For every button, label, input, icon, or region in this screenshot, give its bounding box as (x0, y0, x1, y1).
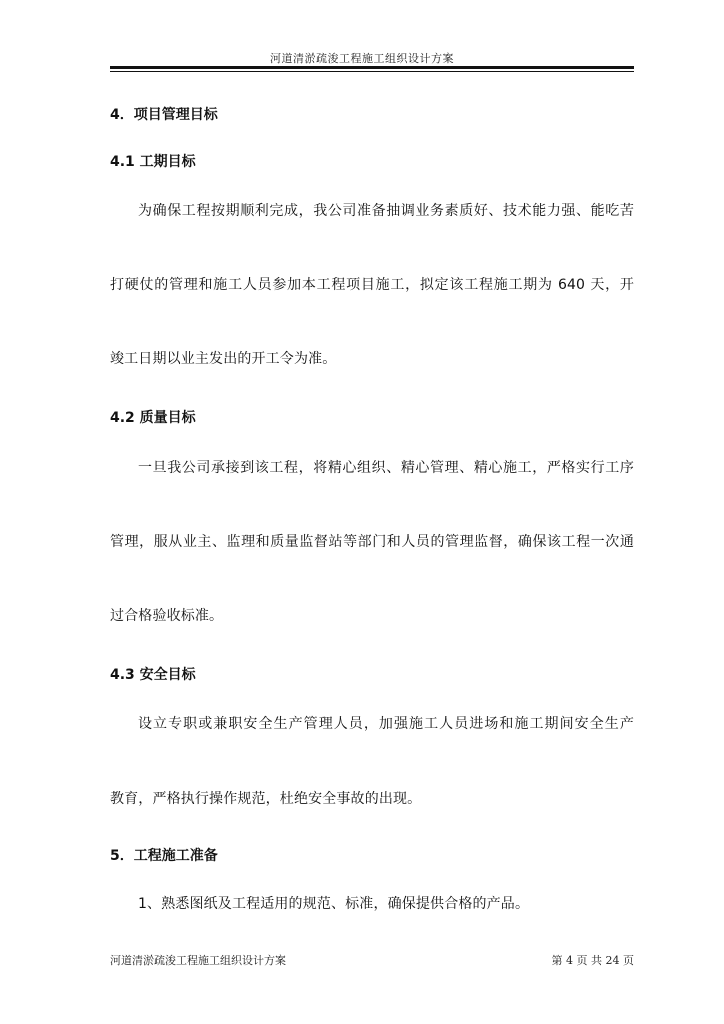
page-number: 第 4 页 共 24 页 (551, 954, 634, 967)
header-divider-thick (110, 66, 634, 69)
paragraph-line: 打硬仗的管理和施工人员参加本工程项目施工，拟定该工程施工期为 640 天，开 (110, 277, 634, 293)
section-5-heading: 5．工程施工准备 (110, 848, 218, 864)
page-header-title: 河道清淤疏浚工程施工组织设计方案 (270, 52, 454, 65)
section-4-3-heading: 4.3 安全目标 (110, 667, 196, 683)
paragraph-line: 1、熟悉图纸及工程适用的规范、标准，确保提供合格的产品。 (138, 896, 530, 912)
paragraph-line: 一旦我公司承接到该工程，将精心组织、精心管理、精心施工，严格实行工序 (138, 460, 634, 476)
paragraph-line: 管理，服从业主、监理和质量监督站等部门和人员的管理监督，确保该工程一次通 (110, 534, 634, 550)
header-divider-thin (110, 71, 634, 72)
paragraph-line: 过合格验收标准。 (110, 608, 224, 624)
page-footer-title: 河道清淤疏浚工程施工组织设计方案 (110, 954, 286, 967)
paragraph-line: 为确保工程按期顺利完成，我公司准备抽调业务素质好、技术能力强、能吃苦 (138, 203, 634, 219)
paragraph-line: 教育，严格执行操作规范，杜绝安全事故的出现。 (110, 791, 422, 807)
paragraph-line: 设立专职或兼职安全生产管理人员，加强施工人员进场和施工期间安全生产 (138, 716, 634, 732)
paragraph-line: 竣工日期以业主发出的开工令为准。 (110, 351, 337, 367)
section-4-1-heading: 4.1 工期目标 (110, 154, 196, 170)
section-4-heading: 4．项目管理目标 (110, 107, 218, 123)
section-4-2-heading: 4.2 质量目标 (110, 410, 196, 426)
